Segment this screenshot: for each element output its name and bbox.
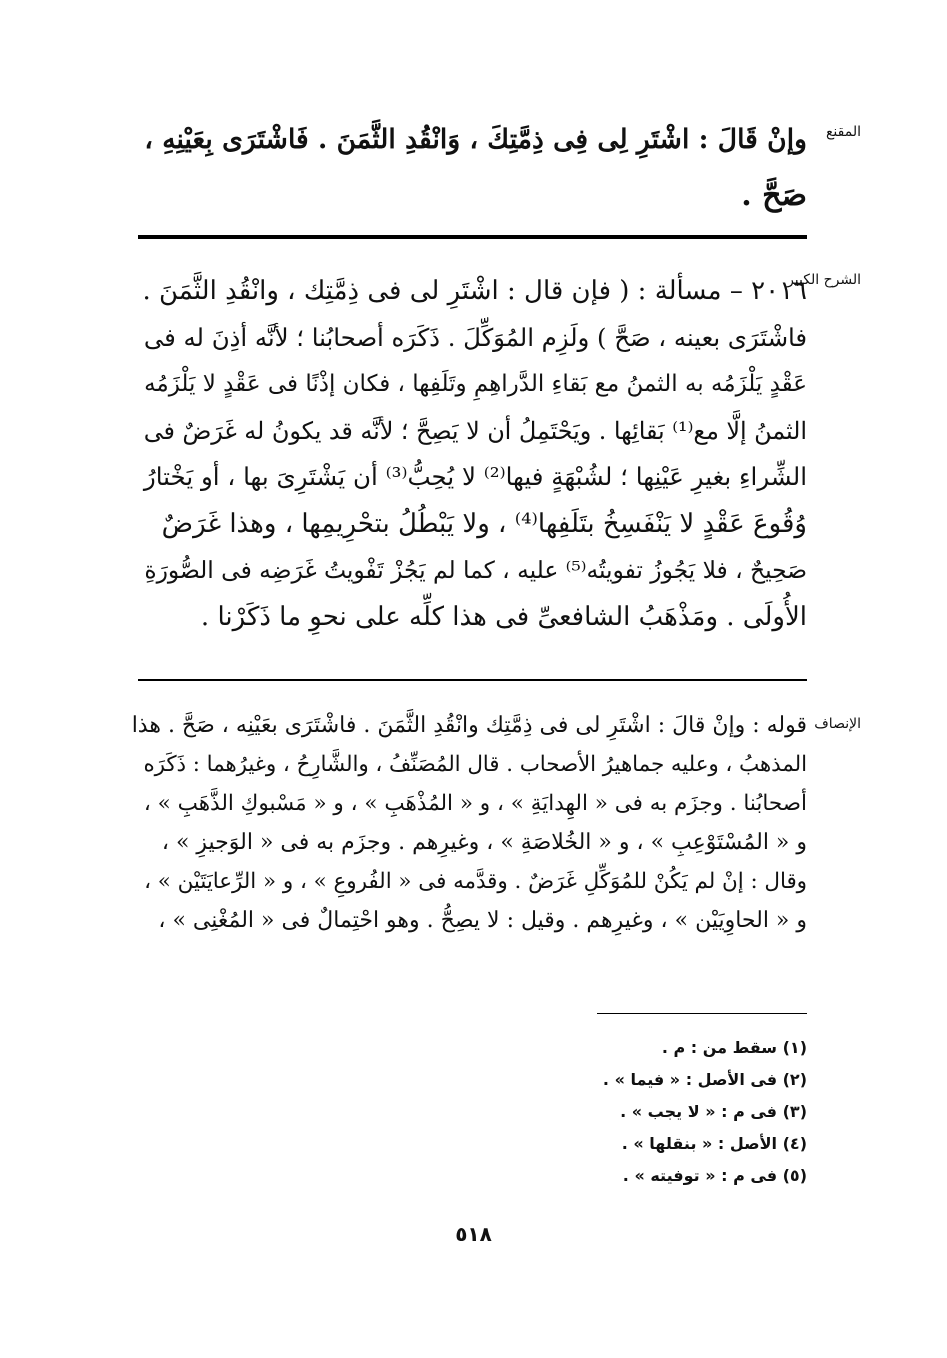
muqni-text-block [130,112,807,224]
section-divider [138,679,807,681]
insaf-text-block [130,706,807,940]
text-line: الأُولَى . ومَذْهَبُ الشافعىِّ فى هذا كلِّه على نحوِ ما ذَكَرْنا . [200,601,807,632]
section-label-muqni: المقنع [825,124,861,140]
footnote: (٢) فى الأصل : « فيما » . [602,1070,807,1089]
text-line: الثمنُ إلَّا مع⁽¹⁾ بَقائِها . ويَحْتَمِلُ أن لا يَصِحَّ ؛ لأنَّه قد يكونُ له غَرَضٌ فى [143,416,807,445]
text-line: وإنْ قَالَ : اشْتَرِ لِى فِى ذِمَّتِكَ ، وَانْقُدِ الثَّمَنَ . فَاشْتَرَى بِعَيْنِهِ ، [144,124,807,155]
text-line: و « المُسْتَوْعِبِ » ، و « الخُلاصَةِ » ، وغيرِهم . وجزَم به فى « الوَجيزِ » ، [161,830,807,855]
text-line: قوله : وإنْ قالَ : اشْتَرِ لى فى ذِمَّتِك وانْقُدِ الثَّمَنَ . فاشْتَرَى بعَيْنِه ، صَحَّ . هذا [131,713,807,738]
footnote: (٤) الأصل : « بنقلها » . [621,1134,807,1153]
text-line: صَحِيحٌ ، فلا يَجُوزُ تفويتُه⁽⁵⁾ عليه ، كما لم يَجُزْ تَفْويتُ غَرَضِه فى الصُّورَةِ [144,556,807,584]
text-line: وقال : إنْ لم يَكُنْ للمُوَكِّلِ غَرَضٌ . وقدَّمه فى « الفُروعِ » ، و « الرِّعايَتَيْن » ، [144,869,807,894]
footnote: (٥) فى م : « توفيته » . [622,1166,807,1185]
page-number: ٥١٨ [455,1222,492,1246]
text-line: المذهبُ ، وعليه جماهيرُ الأصحاب . قال المُصَنِّفُ ، والشَّارِحُ ، وغيرُهما : ذَكَرَه [143,752,807,777]
text-line: ٢٠١٦ – مسألة : ( فإن قال : اشْتَرِ لى فى ذِمَّتِك ، وانْقُدِ الثَّمَنَ . [142,276,807,306]
text-line: فاشْتَرَى بعينه ، صَحَّ ) ولَزِم المُوَكِّلَ . ذَكَرَه أصحابُنا ؛ لأنَّه أذِنَ له فى [143,322,807,352]
text-line: و « الحاوِيَيْن » ، وغيرِهم . وقيل : لا يصِحُّ . وهو احْتِمالٌ فى « المُغْنِى » ، [158,908,807,933]
text-line: أصحابُنا . وجزَم به فى « الهِدايَةِ » ، و « المُذْهَبِ » ، و « مَسْبوكِ الذَّهَبِ » ، [143,791,807,816]
footnote: (٣) فى م : « لا يجب » . [620,1102,807,1121]
section-label-sharh: الشرح الكبير [787,272,861,288]
section-divider [138,235,807,239]
text-line: عَقْدٍ يَلْزَمُه به الثمنُ مع بَقاءِ الدَّراهِمِ وتَلَفِها ، فكان إذْنًا فى عَقْدٍ لا يَلْزَمُه [144,371,807,397]
sharh-text-block [130,268,807,640]
section-label-insaf: الإنصاف [814,716,861,732]
text-line: وُقُوعَ عَقْدٍ لا يَنْفَسِخُ بتَلَفِها⁽⁴⁾ ، ولا يَبْطُلُ بتحْرِيمِها ، وهذا غَرَضٌ [161,508,807,539]
footnotes [603,1032,807,1192]
footnote: (١) سقط من : م . [661,1038,807,1057]
text-line: صَحَّ . [741,178,807,213]
footnote-divider [597,1013,807,1014]
text-line: الشِّراءِ بغيرِ عَيْنِها ؛ لشُبْهَةٍ فيها⁽²⁾ لا يُحِبُّ⁽³⁾ أن يَشْتَرِىَ بها ، أو يَخْتارُ [143,462,807,491]
